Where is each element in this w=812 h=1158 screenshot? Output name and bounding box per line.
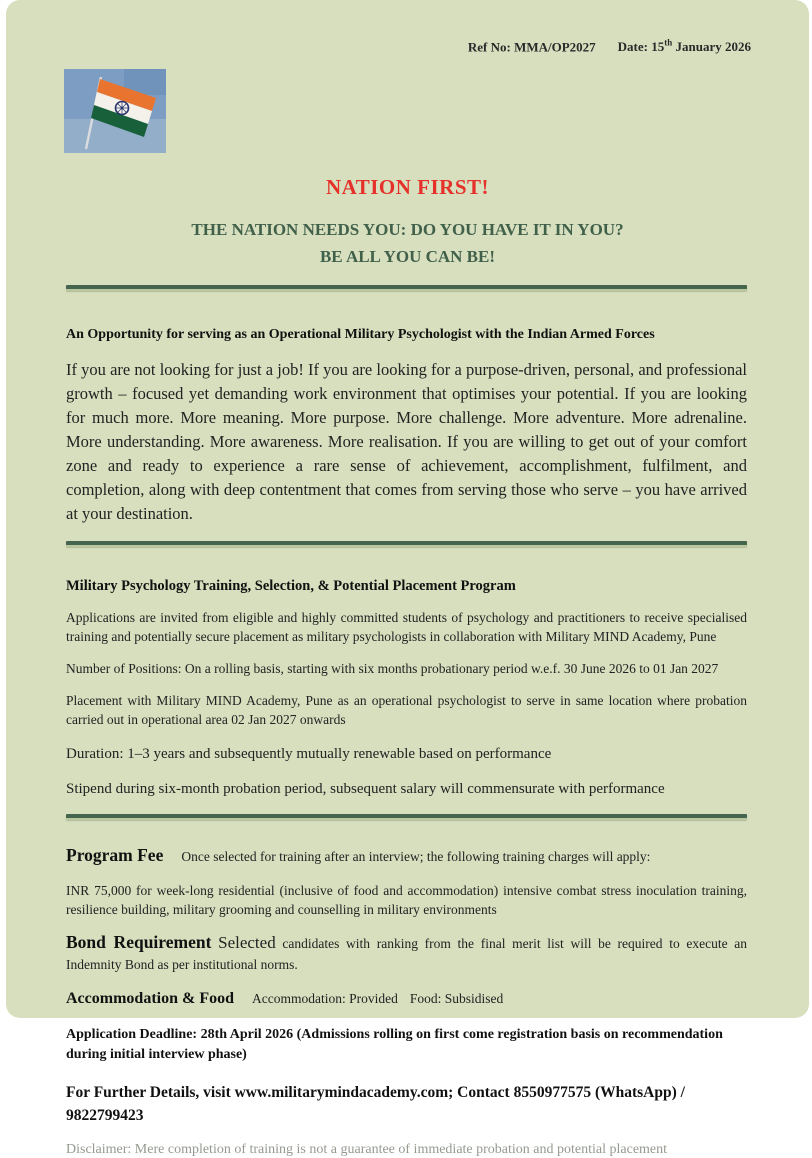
flyer-document	[6, 0, 809, 1158]
bond-paragraph	[66, 932, 747, 975]
positions-paragraph: Number of Positions: On a rolling basis, starting with six months probationary period w.e.f. 30 June 2026 to 01 Jan 2027	[66, 661, 719, 677]
program-fee-label: Program Fee	[66, 845, 164, 866]
fees-section	[6, 844, 809, 1158]
program-fee-text: Once selected for training after an interview; the following training charges will apply:	[181, 849, 651, 865]
india-flag-image	[64, 69, 166, 153]
subtitle-line-1: THE NATION NEEDS YOU: DO YOU HAVE IT IN YOU?	[191, 220, 624, 240]
subtitle-line-2: BE ALL YOU CAN BE!	[319, 247, 496, 267]
further-details-line-1: For Further Details, visit www.militarymindacademy.com; Contact 8550977575 (WhatsApp) /	[66, 1084, 685, 1102]
divider-middle	[66, 541, 747, 547]
food-value: Food: Subsidised	[409, 991, 504, 1007]
ref-no: Ref No: MMA/OP2027	[467, 39, 596, 55]
program-section	[6, 578, 809, 799]
bond-selected-word: Selected	[218, 933, 276, 953]
accommodation-line	[66, 990, 747, 1008]
program-heading: Military Psychology Training, Selection, & Potential Placement Program	[66, 578, 516, 595]
main-title: NATION FIRST!	[325, 175, 490, 200]
opportunity-paragraph: If you are not looking for just a job! If you are looking for a purpose-driven, personal, and professional growth – focused yet demanding work environment that optimises your potential. If you are looking for much more. More meaning. More purpose. More challenge. More adventure. More adrenaline. More understanding. More awareness. More realisation. If you are willing to get out of your comfort zone and ready to experience a rare sense of achievement, accomplishment, fulfilment, and completion, along with deep contentment that comes from serving those who serve – you have arrived at your destination.	[66, 360, 747, 524]
applications-paragraph: Applications are invited from eligible and highly committed students of psychology and practitioners to receive specialised training and potentially secure placement as military psychologists in collaboration with Military MIND Academy, Pune	[66, 610, 747, 645]
further-details	[66, 1081, 747, 1127]
divider-bottom	[66, 814, 747, 820]
placement-paragraph: Placement with Military MIND Academy, Pune as an operational psychologist to serve in same location where probation carried out in operational area 02 Jan 2027 onwards	[66, 693, 747, 728]
accommodation-value: Accommodation: Provided	[251, 991, 398, 1007]
bond-text: candidates with ranking from the final merit list will be required to execute an Indemnity Bond as per institutional norms.	[66, 936, 748, 973]
content-area	[6, 327, 809, 526]
divider-top	[66, 285, 747, 291]
date-text: Date: 15th January 2026	[617, 38, 751, 55]
duration-paragraph: Duration: 1–3 years and subsequently mutually renewable based on performance	[66, 746, 552, 763]
further-details-line-2: 9822799423	[66, 1107, 144, 1125]
opportunity-heading: An Opportunity for serving as an Operational Military Psychologist with the Indian Armed Forces	[66, 327, 655, 343]
fee-detail-paragraph: INR 75,000 for week-long residential (inclusive of food and accommodation) intensive combat stress inoculation training, resilience building, military grooming and counselling in military environments	[66, 883, 747, 918]
application-deadline: Application Deadline: 28th April 2026 (Admissions rolling on first come registration basis on recommendation during initial interview phase)	[66, 1027, 723, 1063]
accommodation-label: Accommodation & Food	[66, 990, 234, 1008]
ref-and-date-line	[6, 38, 809, 55]
disclaimer-text: Disclaimer: Mere completion of training is not a guarantee of immediate probation and potential placement	[66, 1142, 668, 1158]
bond-label: Bond Requirement	[66, 932, 212, 953]
program-fee-line	[66, 844, 747, 868]
stipend-paragraph: Stipend during six-month probation period, subsequent salary will commensurate with performance	[66, 781, 665, 798]
subtitle	[6, 216, 809, 270]
